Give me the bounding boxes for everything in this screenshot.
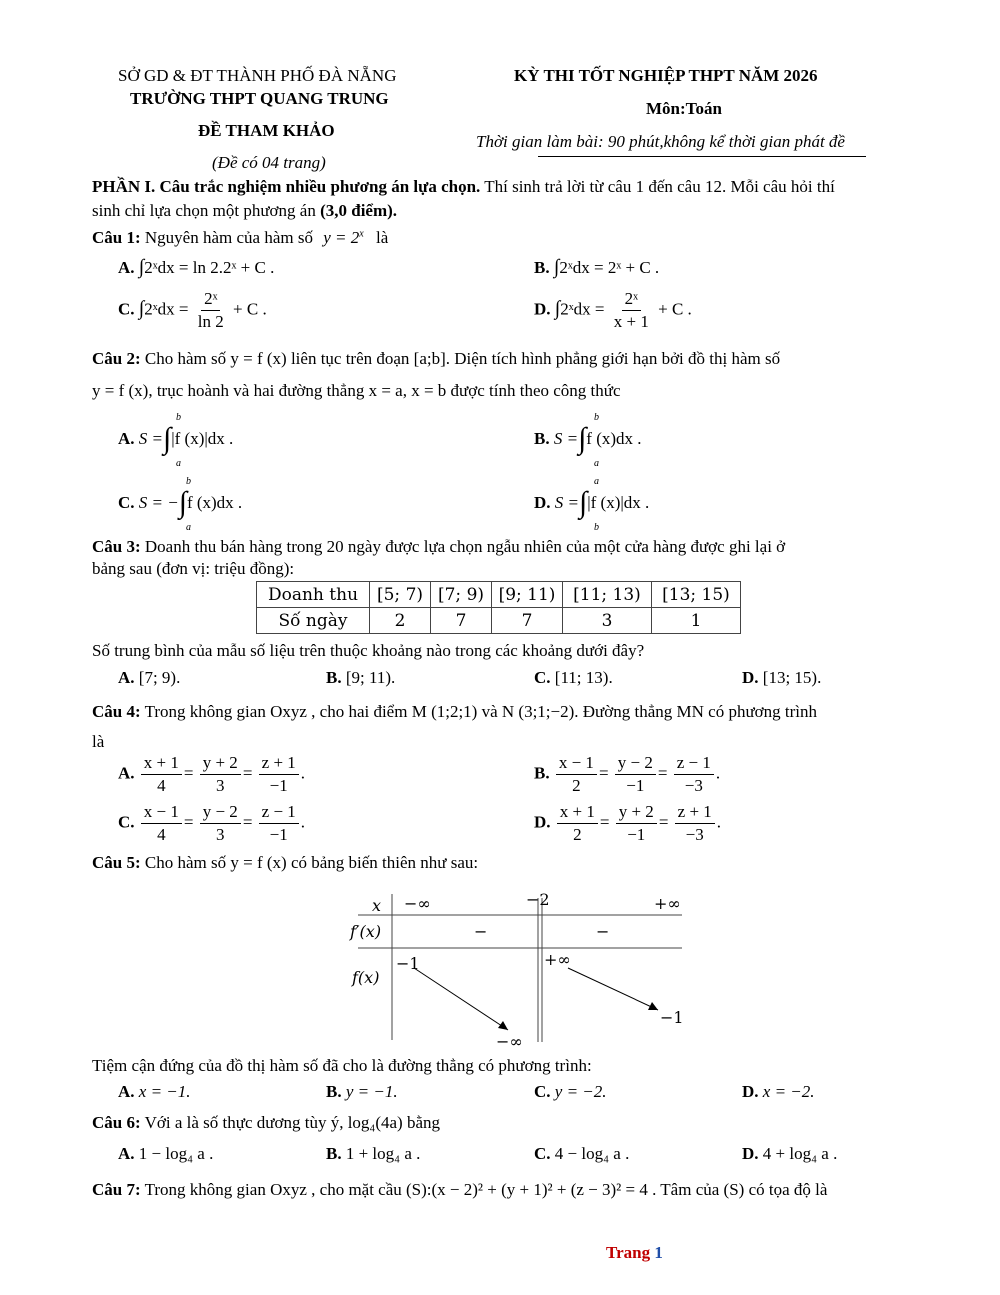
q3-frequency-table [256, 581, 741, 634]
q6-option-d[interactable]: D. 4 + log₄ a . [742, 1144, 838, 1163]
bbt-sign-right: − [596, 922, 610, 941]
q1-stem-end: là [375, 228, 389, 247]
q3-option-b[interactable]: B. [9; 11). [326, 668, 396, 687]
q4-option-b[interactable]: B. $\frac{x - 1}{2}$ = $\frac{y - 2}{-1}$ = $\frac{z - 1}{-3}$ . [534, 753, 721, 795]
time-note: Thời gian làm bài: 90 phút,không kể thời gian phát đề [476, 132, 845, 151]
bbt-f-end: −1 [660, 1008, 684, 1027]
subject: Môn:Toán [646, 99, 722, 118]
q3-stem2: bảng sau (đơn vị: triệu đồng): [92, 559, 295, 578]
table-header-cell: [5; 7) [370, 582, 431, 608]
q6-option-a[interactable]: A. 1 − log₄ a . [118, 1144, 214, 1163]
q5-question: Tiệm cận đứng của đồ thị hàm số đã cho là đường thẳng có phương trình: [92, 1056, 592, 1075]
table-row [257, 608, 741, 634]
q7-stem: Trong không gian Oxyz , cho mặt cầu (S):(x − 2)² + (y + 1)² + (z − 3)² = 4 . Tâm của (S) có tọa độ là [144, 1180, 828, 1199]
q3-option-a[interactable]: A. [7; 9). [118, 668, 181, 687]
part1-title: PHẦN I. Câu trắc nghiệm nhiều phương án lựa chọn. [92, 177, 481, 196]
q1-option-b[interactable]: B. ∫2ˣdx = 2ˣ + C . [534, 256, 660, 278]
dept-name: SỞ GD & ĐT THÀNH PHỐ ĐÀ NẴNG [118, 66, 397, 85]
q5-label: Câu 5: [92, 853, 141, 872]
table-header-cell: [9; 11) [492, 582, 563, 608]
table-cell: 1 [652, 608, 741, 634]
bbt-x-label: x [372, 896, 382, 915]
q1-func: y = 2 [323, 228, 360, 247]
table-cell: 3 [563, 608, 652, 634]
part1-text: Thí sinh trả lời từ câu 1 đến câu 12. Mỗi câu hỏi thí [480, 177, 835, 196]
q3-option-d[interactable]: D. [13; 15). [742, 668, 822, 687]
q5-option-b[interactable]: B. y = −1. [326, 1082, 398, 1101]
q3-label: Câu 3: [92, 537, 141, 556]
q1-option-a[interactable]: A. ∫2ˣdx = ln 2.2ˣ + C . [118, 256, 275, 278]
q4-option-a[interactable]: A. $\frac{x + 1}{4}$ = $\frac{y + 2}{3}$ = $\frac{z + 1}{-1}$ . [118, 753, 306, 795]
table-cell: Số ngày [257, 608, 370, 634]
page-footer [606, 1243, 663, 1263]
q4-option-d[interactable]: D. $\frac{x + 1}{2}$ = $\frac{y + 2}{-1}$ = $\frac{z + 1}{-3}$ . [534, 802, 722, 844]
q5-option-c[interactable]: C. y = −2. [534, 1082, 607, 1101]
q6-option-c[interactable]: C. 4 − log₄ a . [534, 1144, 630, 1163]
bbt-x0: −2 [526, 890, 550, 909]
q2-stem2: y = f (x), trục hoành và hai đường thẳng x = a, x = b được tính theo công thức [92, 381, 621, 400]
part1-text2: sinh chỉ lựa chọn một phương án [92, 201, 321, 220]
bbt-sign-left: − [474, 922, 488, 941]
q5-option-d[interactable]: D. x = −2. [742, 1082, 815, 1101]
q2-option-d[interactable]: D. S =∫|f (x)|dx . a b [534, 476, 650, 533]
q2-option-b[interactable]: B. S =∫f (x)dx . b a [534, 412, 642, 469]
table-cell: 7 [431, 608, 492, 634]
table-header-cell: Doanh thu [257, 582, 370, 608]
q2-option-a[interactable]: A. S =∫|f (x)|dx . b a [118, 412, 234, 469]
bbt-f-label: f(x) [352, 968, 380, 987]
part1-points: (3,0 điểm). [320, 201, 398, 220]
q1-stem: Nguyên hàm của hàm số [144, 228, 313, 247]
q4-option-c[interactable]: C. $\frac{x - 1}{4}$ = $\frac{y - 2}{3}$ = $\frac{z - 1}{-1}$ . [118, 802, 306, 844]
header-underline [538, 156, 866, 157]
table-cell: 2 [370, 608, 431, 634]
exam-title: KỲ THI TỐT NGHIỆP THPT NĂM 2026 [514, 66, 818, 85]
q5-stem: Cho hàm số y = f (x) có bảng biến thiên như sau: [144, 853, 479, 872]
school-name: TRƯỜNG THPT QUANG TRUNG [130, 89, 389, 108]
table-cell: 7 [492, 608, 563, 634]
q6-label: Câu 6: [92, 1113, 141, 1132]
q4-label: Câu 4: [92, 702, 141, 721]
q2-option-c[interactable]: C. S = −∫f (x)dx . b a [118, 476, 243, 533]
q2-label: Câu 2: [92, 349, 141, 368]
q5-option-a[interactable]: A. x = −1. [118, 1082, 191, 1101]
exam-type: ĐỀ THAM KHẢO [198, 121, 335, 140]
q1-option-c[interactable]: C. ∫2ˣdx = $\frac{\text{2ˣ}}{\ln 2}$ + C . [118, 289, 267, 331]
q2-stem1: Cho hàm số y = f (x) liên tục trên đoạn [a;b]. Diện tích hình phẳng giới hạn bởi đồ thị hàm số [144, 349, 781, 368]
bbt-f-start: −1 [396, 954, 420, 973]
bbt-pos-inf: +∞ [654, 894, 681, 913]
q6-stem: Với a là số thực dương tùy ý, log₄(4a) bằng [144, 1113, 441, 1132]
q3-question: Số trung bình của mẫu số liệu trên thuộc khoảng nào trong các khoảng dưới đây? [92, 641, 645, 660]
q3-stem1: Doanh thu bán hàng trong 20 ngày được lựa chọn ngẫu nhiên của một cửa hàng được ghi lại ở [144, 537, 786, 556]
q3-option-c[interactable]: C. [11; 13). [534, 668, 613, 687]
bbt-f-left-limit: −∞ [496, 1032, 523, 1051]
q1-label: Câu 1: [92, 228, 141, 247]
q6-option-b[interactable]: B. 1 + log₄ a . [326, 1144, 421, 1163]
table-header-cell: [7; 9) [431, 582, 492, 608]
footer-label: Trang [606, 1243, 651, 1262]
variation-table [348, 888, 688, 1051]
pages-note: (Đề có 04 trang) [212, 153, 326, 172]
bbt-f-right-limit: +∞ [544, 950, 571, 969]
table-header-cell: [13; 15) [652, 582, 741, 608]
q4-stem2: là [92, 732, 105, 751]
table-row [257, 582, 741, 608]
q7-label: Câu 7: [92, 1180, 141, 1199]
q4-stem1: Trong không gian Oxyz , cho hai điểm M (1;2;1) và N (3;1;−2). Đường thẳng MN có phương trình [144, 702, 818, 721]
q1-func-exp: x [359, 228, 364, 240]
bbt-neg-inf: −∞ [404, 894, 431, 913]
footer-page-number: 1 [654, 1243, 663, 1262]
bbt-fprime-label: f′(x) [350, 922, 382, 941]
table-header-cell: [11; 13) [563, 582, 652, 608]
q1-option-d[interactable]: D. ∫2ˣdx = $\frac{\text{2ˣ}}{x + 1}$ + C . [534, 289, 692, 331]
